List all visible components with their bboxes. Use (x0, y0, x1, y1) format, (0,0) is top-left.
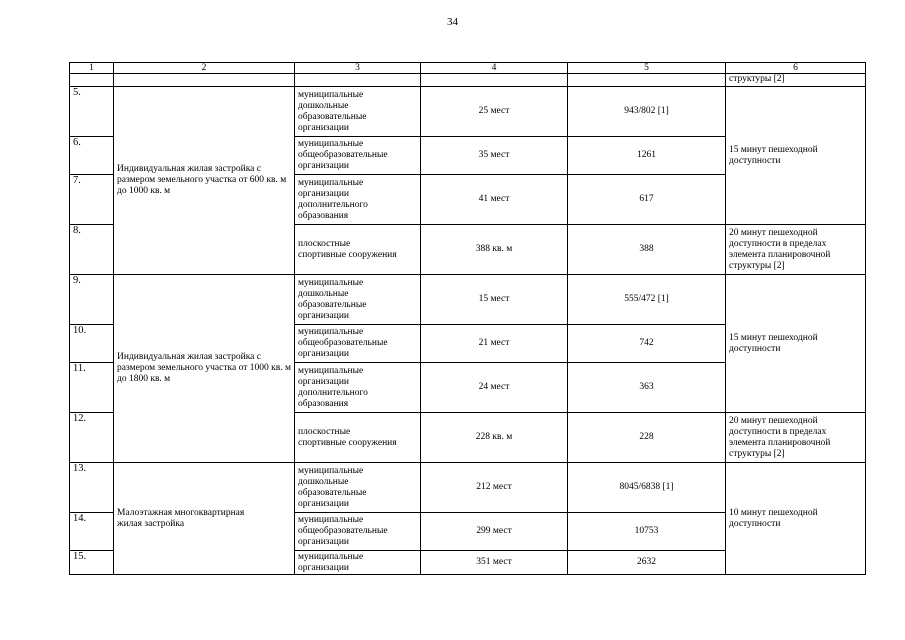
column-header: 1 (70, 63, 114, 74)
column-header: 2 (114, 63, 295, 74)
row-number: 8. (70, 225, 114, 275)
capacity-cell: 25 мест (421, 87, 568, 137)
value-cell: 1261 (568, 137, 726, 175)
facility-cell: плоскостные спортивные сооружения (295, 225, 421, 275)
facility-cell: муниципальные организации (295, 551, 421, 575)
value-cell: 8045/6838 [1] (568, 463, 726, 513)
table-row (70, 463, 866, 513)
row-number: 15. (70, 551, 114, 575)
continuation-row (70, 74, 866, 87)
table-row (70, 275, 866, 325)
table-cell (70, 74, 114, 87)
row-number: 6. (70, 137, 114, 175)
accessibility-cell: 15 минут пешеходной доступности (726, 275, 866, 413)
capacity-cell: 21 мест (421, 325, 568, 363)
table-cell (295, 74, 421, 87)
row-number: 9. (70, 275, 114, 325)
building-type-cell: Индивидуальная жилая застройка с размером земельного участка от 1000 кв. м до 1800 кв. м (114, 275, 295, 463)
accessibility-cell: 10 минут пешеходной доступности (726, 463, 866, 575)
facilities-table (69, 62, 866, 575)
capacity-cell: 351 мест (421, 551, 568, 575)
building-type-cell: Малоэтажная многоквартирная жилая застройка (114, 463, 295, 575)
row-number: 5. (70, 87, 114, 137)
capacity-cell: 299 мест (421, 513, 568, 551)
facility-cell: муниципальные общеобразовательные организации (295, 325, 421, 363)
accessibility-cell: 20 минут пешеходной доступности в пределах элемента планировочной структуры [2] (726, 225, 866, 275)
column-header: 6 (726, 63, 866, 74)
value-cell: 943/802 [1] (568, 87, 726, 137)
value-cell: 617 (568, 175, 726, 225)
row-number: 12. (70, 413, 114, 463)
facility-cell: муниципальные дошкольные образовательные организации (295, 87, 421, 137)
accessibility-cell: 15 минут пешеходной доступности (726, 87, 866, 225)
row-number: 11. (70, 363, 114, 413)
value-cell: 555/472 [1] (568, 275, 726, 325)
page-number: 34 (447, 16, 458, 28)
capacity-cell: 24 мест (421, 363, 568, 413)
table-cell (568, 74, 726, 87)
column-header: 3 (295, 63, 421, 74)
value-cell: 363 (568, 363, 726, 413)
accessibility-cell: структуры [2] (726, 74, 866, 87)
capacity-cell: 35 мест (421, 137, 568, 175)
value-cell: 228 (568, 413, 726, 463)
facility-cell: муниципальные организации дополнительного образования (295, 363, 421, 413)
table-cell (114, 74, 295, 87)
column-header: 4 (421, 63, 568, 74)
building-type-cell: Индивидуальная жилая застройка с размером земельного участка от 600 кв. м до 1000 кв. м (114, 87, 295, 275)
value-cell: 388 (568, 225, 726, 275)
capacity-cell: 41 мест (421, 175, 568, 225)
value-cell: 2632 (568, 551, 726, 575)
capacity-cell: 15 мест (421, 275, 568, 325)
column-header: 5 (568, 63, 726, 74)
capacity-cell: 212 мест (421, 463, 568, 513)
facility-cell: муниципальные дошкольные образовательные организации (295, 275, 421, 325)
capacity-cell: 228 кв. м (421, 413, 568, 463)
accessibility-cell: 20 минут пешеходной доступности в пределах элемента планировочной структуры [2] (726, 413, 866, 463)
value-cell: 742 (568, 325, 726, 363)
row-number: 13. (70, 463, 114, 513)
row-number: 7. (70, 175, 114, 225)
facility-cell: муниципальные общеобразовательные организации (295, 137, 421, 175)
value-cell: 10753 (568, 513, 726, 551)
table-row (70, 87, 866, 137)
header-row (70, 63, 866, 74)
facility-cell: плоскостные спортивные сооружения (295, 413, 421, 463)
facility-cell: муниципальные общеобразовательные организации (295, 513, 421, 551)
row-number: 10. (70, 325, 114, 363)
facility-cell: муниципальные организации дополнительного образования (295, 175, 421, 225)
capacity-cell: 388 кв. м (421, 225, 568, 275)
table-cell (421, 74, 568, 87)
facility-cell: муниципальные дошкольные образовательные организации (295, 463, 421, 513)
row-number: 14. (70, 513, 114, 551)
